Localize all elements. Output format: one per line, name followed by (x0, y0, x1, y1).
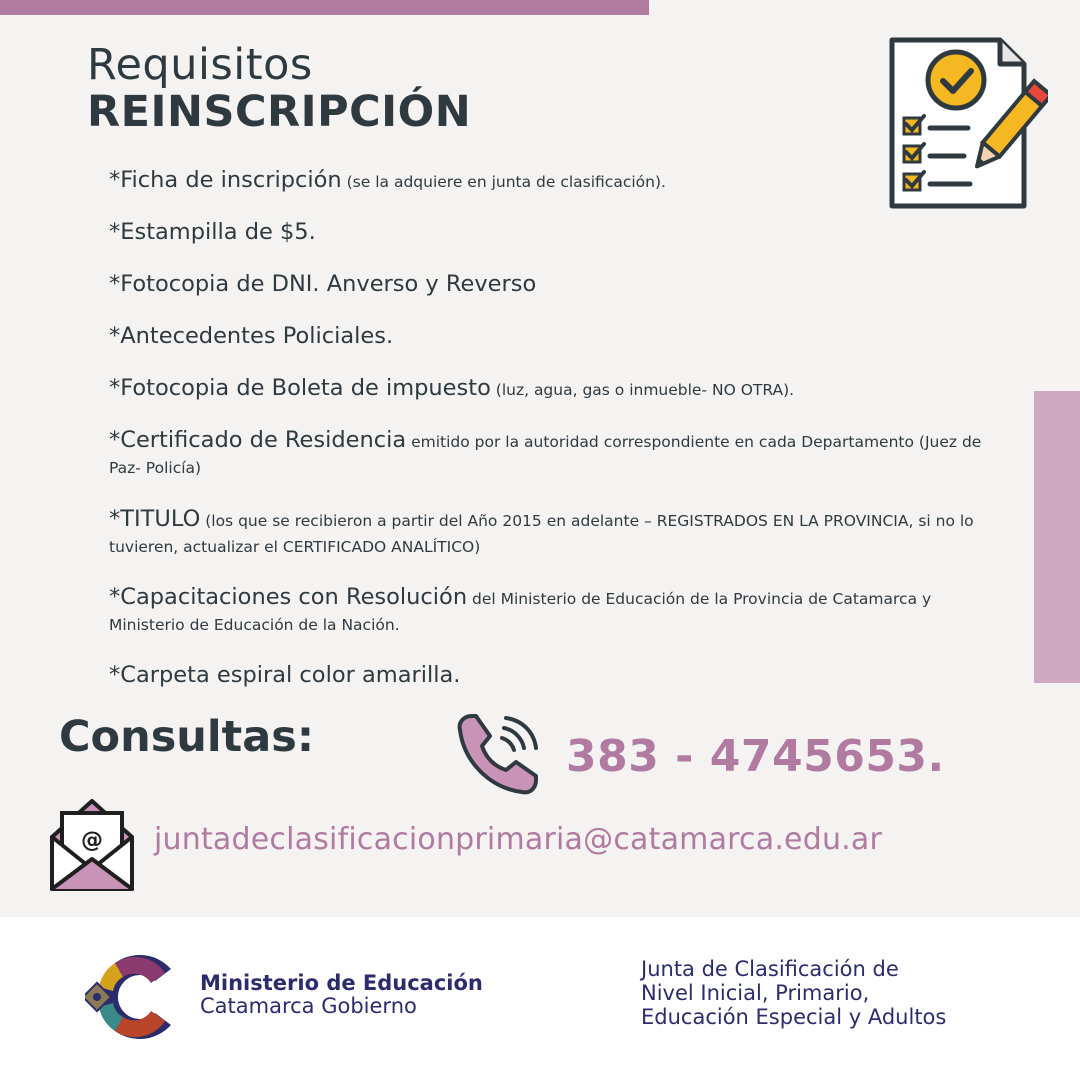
footer (0, 917, 1080, 1080)
item-lead: *Ficha de inscripción (109, 167, 342, 193)
list-item (109, 219, 999, 247)
list-item (109, 427, 999, 481)
item-lead: *Capacitaciones con Resolución (109, 584, 468, 610)
junta-line: Educación Especial y Adultos (641, 1005, 947, 1029)
email-link[interactable]: juntadeclasificacionprimaria@catamarca.edu.ar (154, 822, 883, 857)
item-lead: *Certificado de Residencia (109, 427, 407, 453)
top-accent-bar (0, 0, 649, 15)
mail-icon (48, 797, 136, 893)
item-lead: *Estampilla de $5. (109, 219, 316, 245)
phone-number[interactable]: 383 - 4745653. (566, 731, 945, 782)
ministry-line1: Ministerio de Educación (200, 971, 483, 995)
list-item (109, 584, 999, 638)
list-item (109, 271, 999, 299)
svg-text:@: @ (81, 828, 103, 853)
list-item (109, 506, 999, 560)
ministry-logo (85, 947, 185, 1047)
ministry-name (200, 972, 483, 1018)
item-lead: *Carpeta espiral color amarilla. (109, 662, 461, 688)
ministry-line2: Catamarca Gobierno (200, 994, 417, 1019)
junta-line: Nivel Inicial, Primario, (641, 981, 870, 1005)
item-detail: emitido por la autoridad correspondiente en cada Departamento (Juez de Paz- Policía) (109, 433, 982, 477)
contact-heading: Consultas: (59, 712, 315, 762)
list-item (109, 167, 999, 195)
side-accent-bar (1034, 391, 1080, 683)
item-detail: (luz, agua, gas o inmueble- NO OTRA). (490, 381, 795, 399)
item-lead: *TITULO (109, 506, 201, 532)
junta-name (641, 957, 1061, 1029)
item-detail: (los que se recibieron a partir del Año 2015 en adelante – REGISTRADOS EN LA PROVINCIA, si no lo tuvieren, actualizar el CERTIFICADO ANALÍTICO) (109, 512, 974, 556)
item-lead: *Antecedentes Policiales. (109, 323, 394, 349)
item-lead: *Fotocopia de DNI. Anverso y Reverso (109, 271, 537, 297)
title-light: Requisitos (87, 40, 313, 90)
phone-icon (452, 712, 542, 800)
item-detail: del Ministerio de Educación de la Provincia de Catamarca y Ministerio de Educación de la Nación. (109, 590, 932, 634)
junta-line: Junta de Clasificación de (641, 957, 899, 981)
list-item (109, 375, 999, 403)
page-title (87, 40, 472, 137)
list-item (109, 323, 999, 351)
item-lead: *Fotocopia de Boleta de impuesto (109, 375, 491, 401)
title-bold: REINSCRIPCIÓN (87, 87, 472, 137)
item-detail: (se la adquiere en junta de clasificación). (341, 173, 666, 191)
list-item (109, 662, 999, 690)
